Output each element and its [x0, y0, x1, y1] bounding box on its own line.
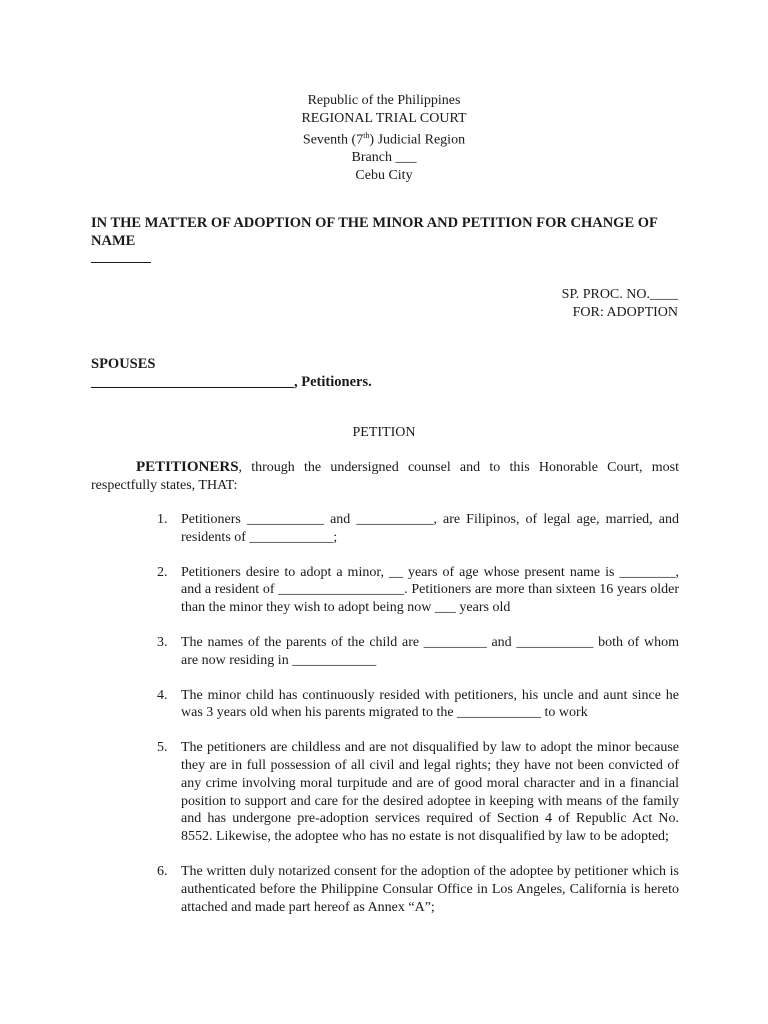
header-region: [0, 127, 768, 149]
header-city: Cebu City: [355, 167, 413, 183]
caption-blank-line: [91, 262, 151, 263]
item-number: 1.: [157, 512, 168, 527]
item-text: The written duly notarized consent for the adoption of the adoptee by petitioner which is authenticated before the Philippine Consular Office in Los Angeles, California is hereto attached and made part hereof as Annex “A”;: [181, 863, 679, 915]
parties-line: ____________________________, Petitioners.: [91, 374, 372, 390]
list-item: [91, 863, 679, 916]
court-header: [0, 92, 768, 184]
header-region-sup: th: [363, 131, 370, 140]
item-text: The names of the parents of the child are _________ and ___________ both of whom are now residing in ____________: [181, 634, 679, 668]
document-title: PETITION: [352, 425, 416, 440]
item-text: The petitioners are childless and are not disqualified by law to adopt the minor because they are in full possession of all civil and legal rights; they have not been convicted of any crime involving moral turpitude and are of good moral character and in a financial position to support and care for the desired adoptee in keeping with means of the family and has undergone pre-adoption services required of Section 4 of Republic Act No. 8552. Likewise, the adoptee who has no estate is not disqualified by law to be adopted;: [181, 740, 679, 845]
item-number: 5.: [157, 740, 168, 756]
item-number: 2.: [157, 564, 168, 580]
item-number: 4.: [157, 687, 168, 703]
item-number: 6.: [157, 863, 168, 879]
parties-block: [91, 355, 372, 391]
case-caption: IN THE MATTER OF ADOPTION OF THE MINOR AND PETITION FOR CHANGE OF NAME: [91, 215, 658, 249]
case-number-block: [562, 286, 678, 322]
allegations-list: [91, 511, 679, 934]
header-region-pre: Seventh (7: [302, 132, 364, 148]
item-text: Petitioners ___________ and ___________, are Filipinos, of legal age, married, and residents of ____________;: [181, 512, 679, 545]
intro-paragraph: [91, 458, 679, 495]
list-item: [91, 687, 679, 723]
item-text: The minor child has continuously resided with petitioners, his uncle and aunt since he was 3 years old when his parents migrated to the ____________ to work: [181, 687, 679, 721]
intro-lead: PETITIONERS: [136, 459, 239, 475]
header-region-post: ) Judicial Region: [369, 132, 466, 148]
case-number: SP. PROC. NO.____: [561, 287, 678, 302]
list-item: [91, 634, 679, 670]
item-text: Petitioners desire to adopt a minor, __ years of age whose present name is ________, and a resident of __________________. Petitioners are more than sixteen 16 years older than the minor they wish to adopt being now ___ years old: [181, 564, 679, 616]
list-item: [91, 511, 679, 547]
header-republic: Republic of the Philippines: [307, 93, 461, 108]
header-court: REGIONAL TRIAL COURT: [301, 110, 467, 126]
item-number: 3.: [157, 634, 168, 650]
list-item: [91, 739, 679, 846]
list-item: [91, 564, 679, 617]
parties-label: SPOUSES: [91, 356, 156, 372]
intro-rest: , through the undersigned counsel and to this Honorable Court, most respectfully states, THAT:: [91, 460, 679, 493]
header-branch: Branch ___: [351, 150, 417, 166]
case-type: FOR: ADOPTION: [572, 305, 678, 320]
